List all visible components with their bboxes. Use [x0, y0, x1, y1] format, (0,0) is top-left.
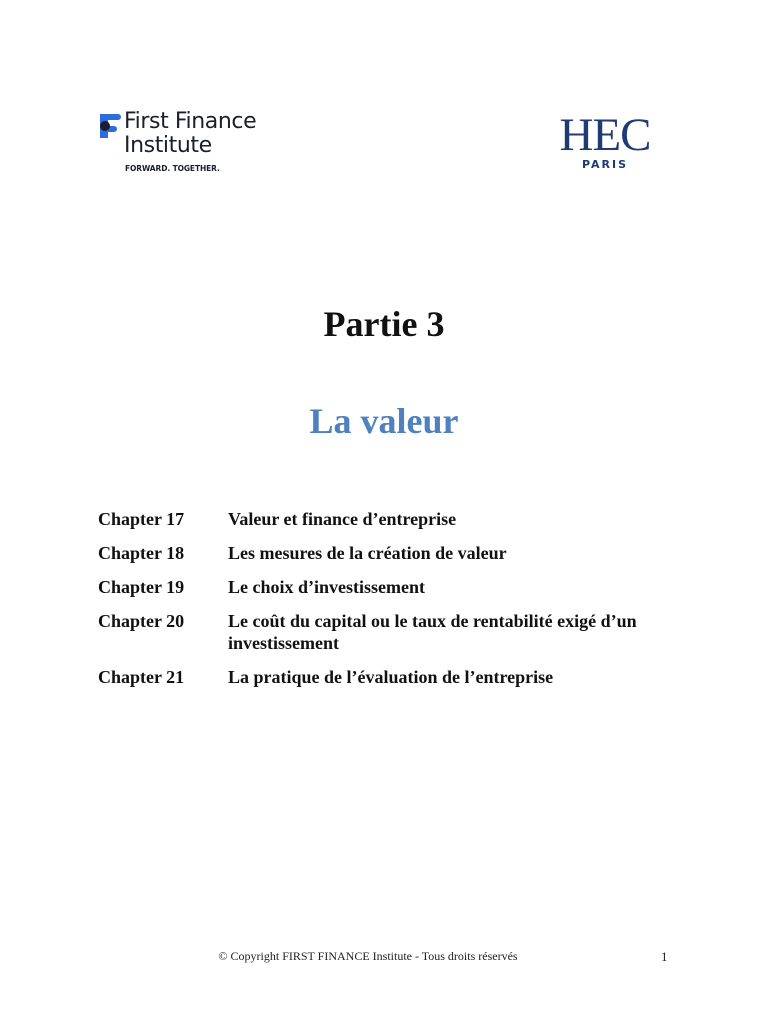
ffi-logo-tagline: FORWARD. TOGETHER.	[125, 164, 220, 173]
toc-chapter-title: Le coût du capital ou le taux de rentabilité exigé d’un investissement	[228, 611, 637, 653]
toc-chapter-label: Chapter 21	[98, 667, 185, 687]
toc-chapter-label: Chapter 20	[98, 611, 185, 631]
page-subtitle: La valeur	[309, 401, 459, 441]
toc-row	[98, 610, 698, 654]
toc-chapter-title: Les mesures de la création de valeur	[228, 543, 507, 563]
toc-chapter-title: Le choix d’investissement	[228, 577, 425, 597]
hec-logo-subtitle: PARIS	[581, 158, 629, 171]
toc-row	[98, 508, 698, 530]
footer-copyright: © Copyright FIRST FINANCE Institute - Tous droits réservés	[218, 949, 518, 963]
toc-row	[98, 576, 698, 598]
table-of-contents	[98, 508, 698, 700]
toc-row	[98, 666, 698, 688]
toc-chapter-label: Chapter 17	[98, 509, 185, 529]
toc-row	[98, 542, 698, 564]
toc-chapter-label: Chapter 18	[98, 543, 185, 563]
ffi-logo-icon	[96, 112, 122, 140]
hec-logo-wordmark: HEC	[559, 109, 651, 161]
toc-chapter-title: La pratique de l’évaluation de l’entreprise	[228, 667, 554, 687]
ffi-logo-name: First Finance Institute	[124, 109, 257, 158]
toc-chapter-label: Chapter 19	[98, 577, 185, 597]
toc-chapter-title: Valeur et finance d’entreprise	[228, 509, 457, 529]
first-finance-institute-logo	[96, 110, 296, 174]
page-title: Partie 3	[323, 304, 445, 344]
hec-paris-logo	[538, 109, 672, 174]
page-number: 1	[661, 949, 668, 964]
